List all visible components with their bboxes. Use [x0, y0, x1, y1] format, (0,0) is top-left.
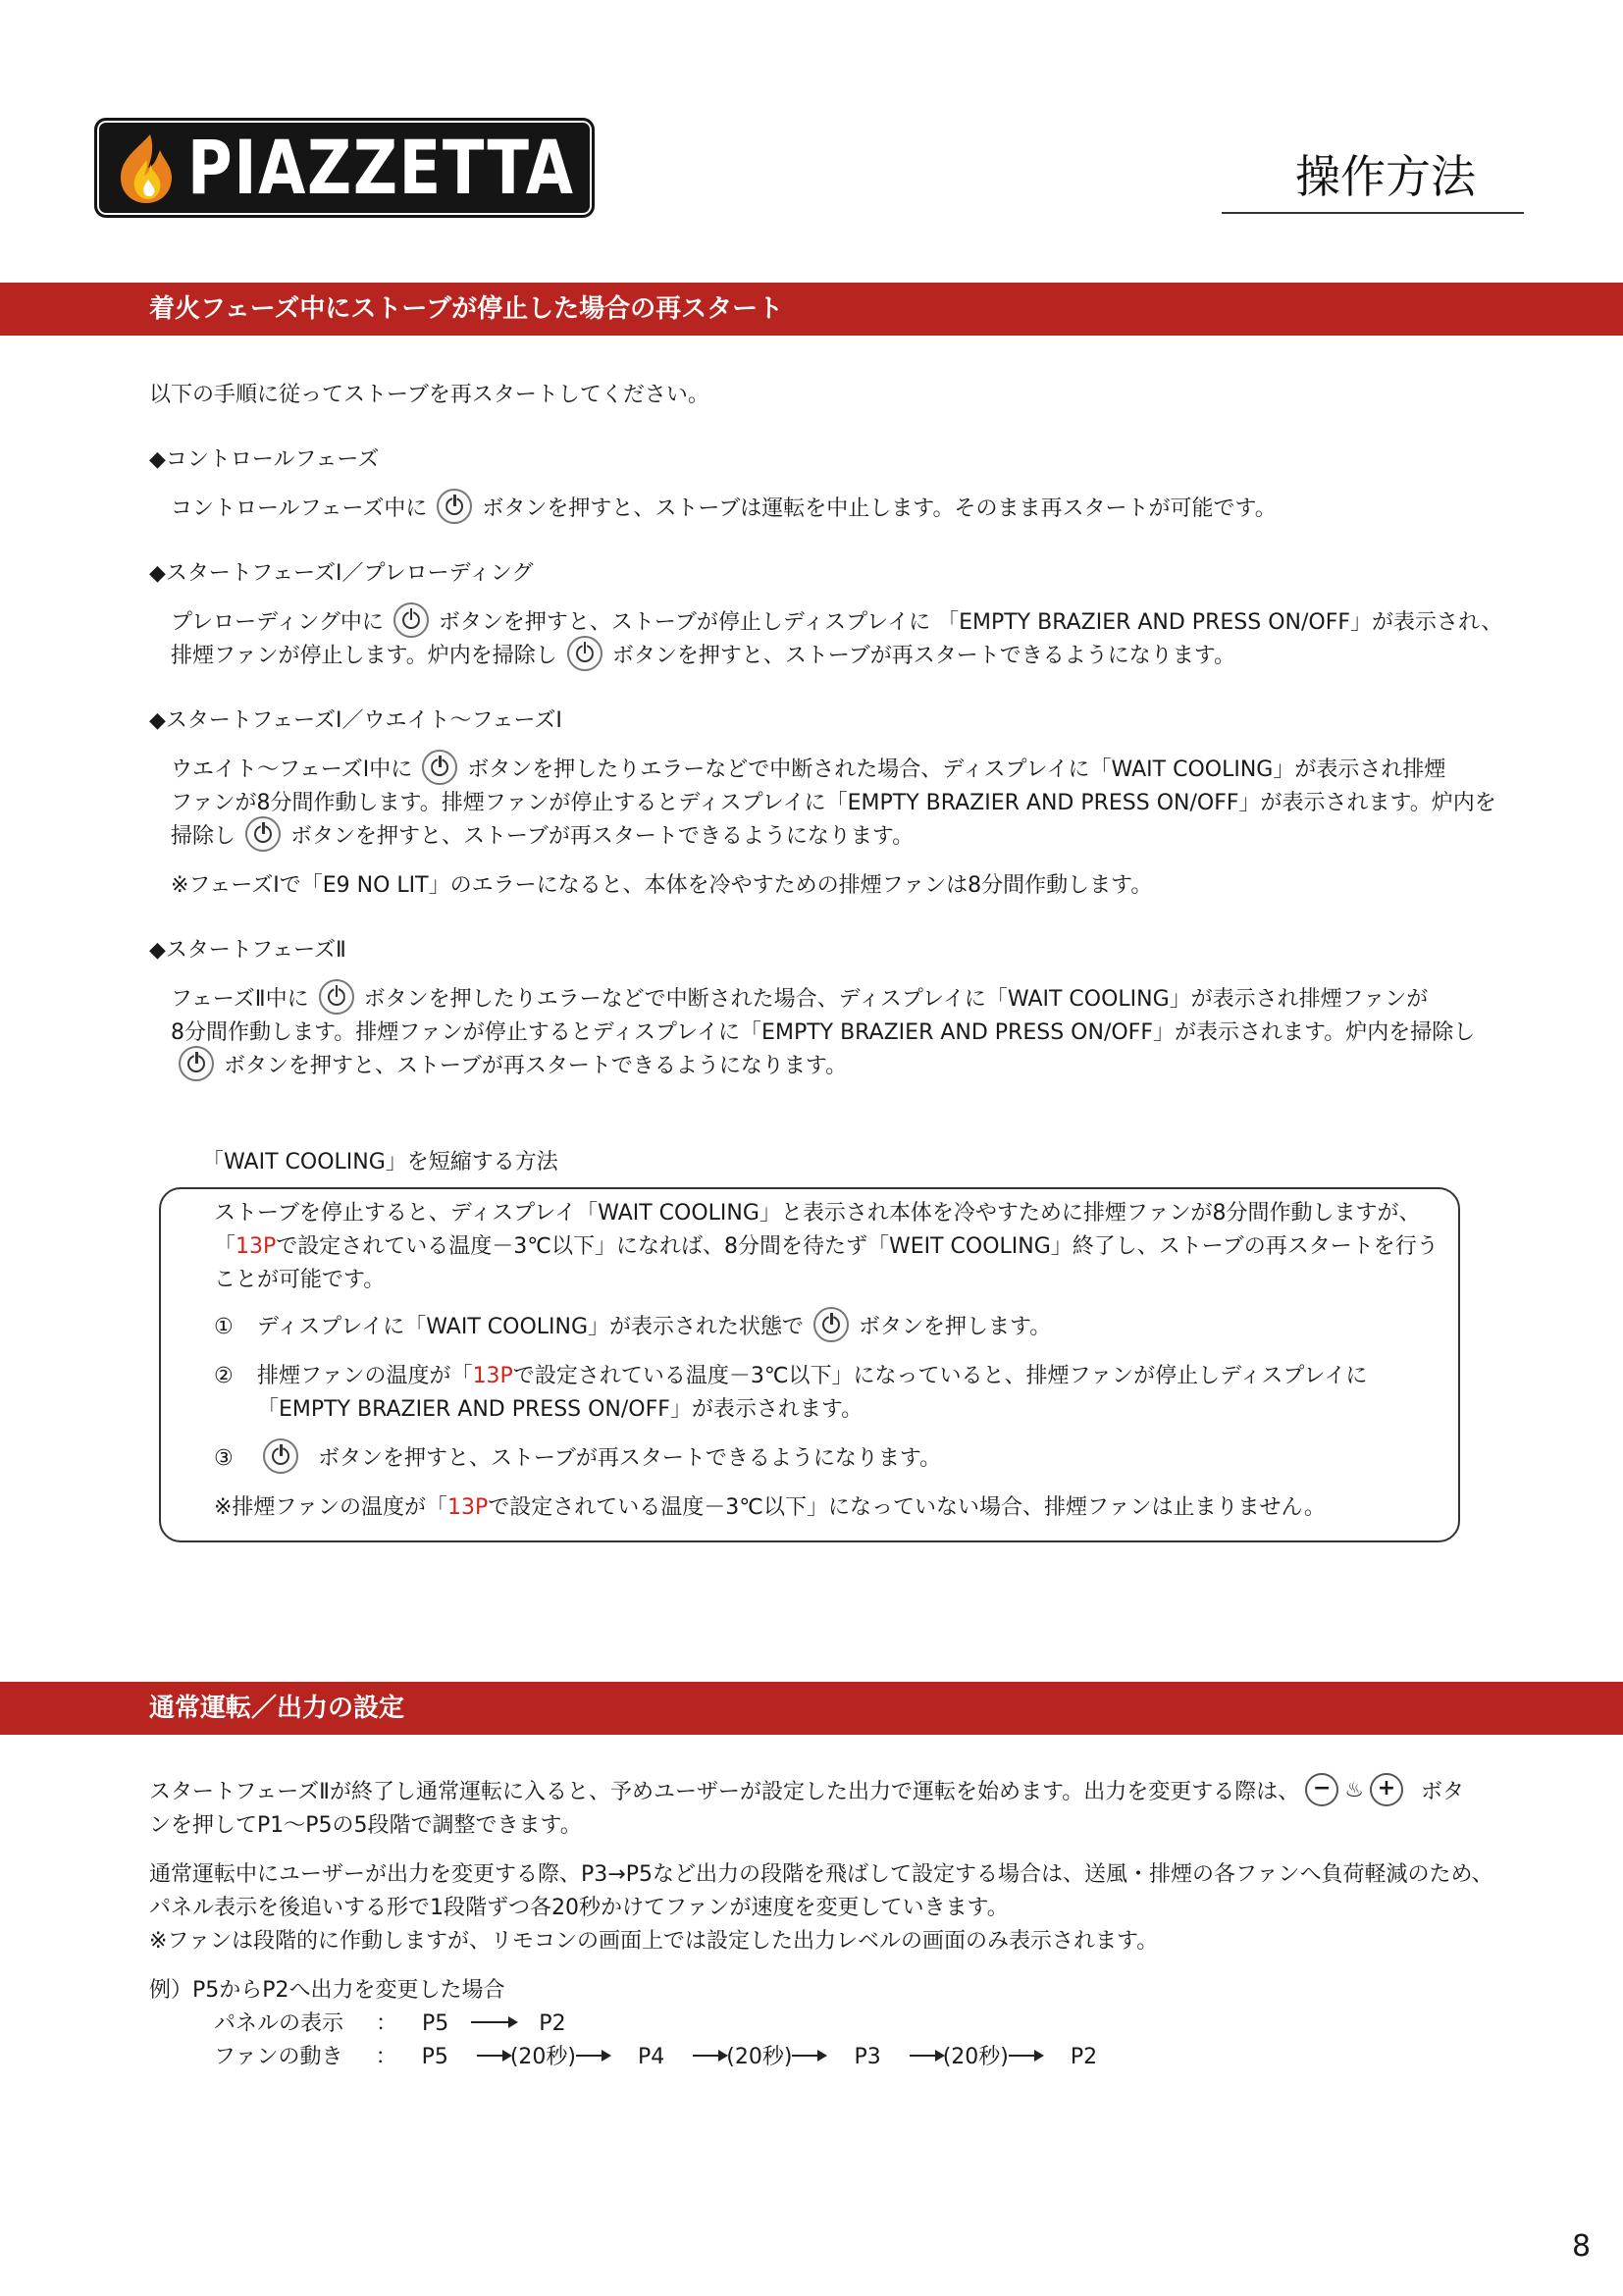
minus-button-icon: −: [1305, 1773, 1338, 1806]
text: プレローディング中に: [171, 610, 384, 635]
wait-line-2: ファンが8分間作動します。排煙ファンが停止するとディスプレイに「EMPTY BRAZIER AND PRESS ON/OFF」が表示されます。炉内を: [171, 791, 1496, 815]
text: ボタ: [1420, 1780, 1464, 1804]
text: ボタンを押すと、ストーブが停止しディスプレイに 「EMPTY BRAZIER AND PRESS ON/OFF」が表示され、: [438, 610, 1503, 635]
step-2-line-1: [257, 1360, 1367, 1392]
text: 排煙ファンの温度が「: [257, 1364, 473, 1388]
flame-icon: ♨: [1344, 1777, 1364, 1802]
heading-wait-phase: ◆スタートフェーズⅠ／ウエイト～フェーズⅠ: [149, 708, 562, 733]
box-para-line-1: ストーブを停止すると、ディスプレイ「WAIT COOLING」と表示され本体を冷やすために排煙ファンが8分間作動しますが、: [214, 1201, 1421, 1226]
fan-p4: P4: [638, 2045, 665, 2069]
title-underline: [1222, 212, 1524, 214]
heading-preloading: ◆スタートフェーズⅠ／プレローディング: [149, 561, 534, 586]
output-note: ※ファンは段階的に作動しますが、リモコンの画面上では設定した出力レベルの画面のみ表示されます。: [149, 1929, 1159, 1954]
phase2-line-3: [171, 1050, 847, 1082]
param-13p: 13P: [236, 1234, 277, 1259]
fan-movement-row: [214, 2041, 1097, 2073]
interval-label: (20秒): [942, 2045, 1009, 2069]
arrow-icon: [792, 2055, 825, 2057]
phase2-line-2: 8分間作動します。排煙ファンが停止するとディスプレイに「EMPTY BRAZIER AND PRESS ON/OFF」が表示されます。炉内を掃除し: [171, 1020, 1476, 1045]
line-segment: [477, 2055, 510, 2057]
brand-logo: [94, 118, 595, 218]
line-segment: [910, 2055, 943, 2057]
step-2-number: ②: [214, 1364, 234, 1388]
step-3: [257, 1442, 941, 1475]
panel-label: パネルの表示: [214, 2011, 344, 2036]
text: フェーズⅡ中に: [171, 987, 309, 1012]
section-title-restart: 着火フェーズ中にストーブが停止した場合の再スタート: [149, 294, 784, 324]
preload-line-2: [171, 640, 1235, 672]
wait-line-1: [171, 754, 1445, 786]
power-button-icon: [437, 489, 472, 524]
control-line-1: [171, 493, 1277, 525]
fan-p5: P5: [421, 2045, 448, 2069]
output-para-1-line-2: ンを押してP1～P5の5段階で調整できます。: [149, 1813, 582, 1838]
step-1: [257, 1311, 1051, 1343]
step-3-number: ③: [214, 1446, 234, 1471]
power-button-icon: [319, 979, 354, 1015]
step-1-number: ①: [214, 1315, 234, 1339]
text: で設定されている温度－3℃以下」になっていない場合、排煙ファンは止まりません。: [488, 1495, 1326, 1520]
phase2-line-1: [171, 983, 1428, 1016]
output-para-2-line-1: 通常運転中にユーザーが出力を変更する際、P3→P5など出力の段階を飛ばして設定する場合は、送風・排煙の各ファンへ負荷軽減のため、: [149, 1862, 1493, 1887]
text: ボタンを押すと、ストーブが再スタートできるようになります。: [290, 824, 915, 849]
param-13p: 13P: [447, 1495, 489, 1520]
line-segment: [693, 2055, 726, 2057]
page-number: 8: [1572, 2229, 1592, 2264]
example-title: 例）P5からP2へ出力を変更した場合: [149, 1978, 505, 2003]
logo-wordmark: PIAZZETTA: [187, 124, 575, 211]
text: 排煙ファンが停止します。炉内を掃除し: [171, 644, 557, 668]
preload-line-1: [171, 606, 1502, 639]
box-para-line-2: [214, 1230, 1439, 1263]
intro-text: 以下の手順に従ってストーブを再スタートしてください。: [149, 383, 709, 407]
text: ボタンを押すと、ストーブは運転を中止します。そのまま再スタートが可能です。: [482, 496, 1277, 521]
text: ボタンを押すと、ストーブが再スタートできるようになります。: [224, 1054, 848, 1078]
panel-display-row: [214, 2008, 566, 2040]
text: ボタンを押します。: [859, 1315, 1052, 1339]
arrow-icon: [1009, 2055, 1042, 2057]
text: コントロールフェーズ中に: [171, 496, 428, 521]
power-button-icon: [263, 1438, 298, 1474]
text: ウエイト～フェーズⅠ中に: [171, 757, 413, 782]
output-para-2-line-2: パネル表示を後追いする形で1段階ずつ各20秒かけてファンが速度を変更していきます。: [149, 1896, 1009, 1920]
arrow-icon: [576, 2055, 609, 2057]
colon: ：: [376, 2011, 398, 2036]
colon: ：: [375, 2045, 397, 2069]
box-para-line-3: ことが可能です。: [214, 1268, 386, 1292]
box-caption: 「WAIT COOLING」を短縮する方法: [202, 1150, 558, 1174]
heading-control-phase: ◆コントロールフェーズ: [149, 447, 380, 472]
interval-label: (20秒): [509, 2045, 577, 2069]
fan-label: ファンの動き: [214, 2045, 343, 2069]
section-title-output: 通常運転／出力の設定: [149, 1694, 405, 1723]
power-button-icon: [567, 636, 602, 671]
box-note: [214, 1491, 1326, 1524]
text: 「: [214, 1234, 236, 1259]
power-button-icon: [422, 750, 457, 785]
power-button-icon: [245, 816, 281, 852]
text: で設定されている温度－3℃以下」になっていると、排煙ファンが停止しディスプレイに: [512, 1364, 1368, 1388]
wait-line-3: [171, 820, 914, 853]
text: ※排煙ファンの温度が「: [214, 1495, 447, 1520]
text: ボタンを押すと、ストーブが再スタートできるようになります。: [611, 644, 1235, 668]
heading-phase-2: ◆スタートフェーズⅡ: [149, 938, 346, 963]
power-button-icon: [393, 602, 429, 638]
fan-p2: P2: [1070, 2045, 1098, 2069]
text: スタートフェーズⅡが終了し通常運転に入ると、予めユーザーが設定した出力で運転を始めます。出力を変更する際は、: [149, 1780, 1300, 1804]
power-button-icon: [813, 1307, 849, 1342]
param-13p: 13P: [472, 1364, 513, 1388]
text: 掃除し: [171, 824, 236, 849]
power-button-icon: [179, 1046, 214, 1081]
text: ディスプレイに「WAIT COOLING」が表示された状態で: [257, 1315, 805, 1339]
flame-icon: [111, 130, 180, 205]
interval-label: (20秒): [726, 2045, 793, 2069]
text: ボタンを押したりエラーなどで中断された場合、ディスプレイに「WAIT COOLING」が表示され排煙: [467, 757, 1446, 782]
text: ボタンを押すと、ストーブが再スタートできるようになります。: [318, 1446, 942, 1471]
panel-to: P2: [539, 2011, 566, 2036]
text: ボタンを押したりエラーなどで中断された場合、ディスプレイに「WAIT COOLING」が表示され排煙ファンが: [363, 987, 1429, 1012]
plus-button-icon: +: [1370, 1773, 1403, 1806]
arrow-icon: [471, 2021, 516, 2023]
step-2-line-2: 「EMPTY BRAZIER AND PRESS ON/OFF」が表示されます。: [257, 1397, 864, 1422]
page-title: 操作方法: [1295, 150, 1476, 203]
fan-p3: P3: [854, 2045, 881, 2069]
text: で設定されている温度－3℃以下」になれば、8分間を待たず「WEIT COOLING」終了し、ストーブの再スタートを行う: [276, 1234, 1439, 1259]
wait-note: ※フェーズⅠで「E9 NO LIT」のエラーになると、本体を冷やすための排煙ファンは8分間作動します。: [171, 873, 1153, 898]
output-para-1-line-1: [149, 1776, 1464, 1808]
panel-from: P5: [422, 2011, 449, 2036]
